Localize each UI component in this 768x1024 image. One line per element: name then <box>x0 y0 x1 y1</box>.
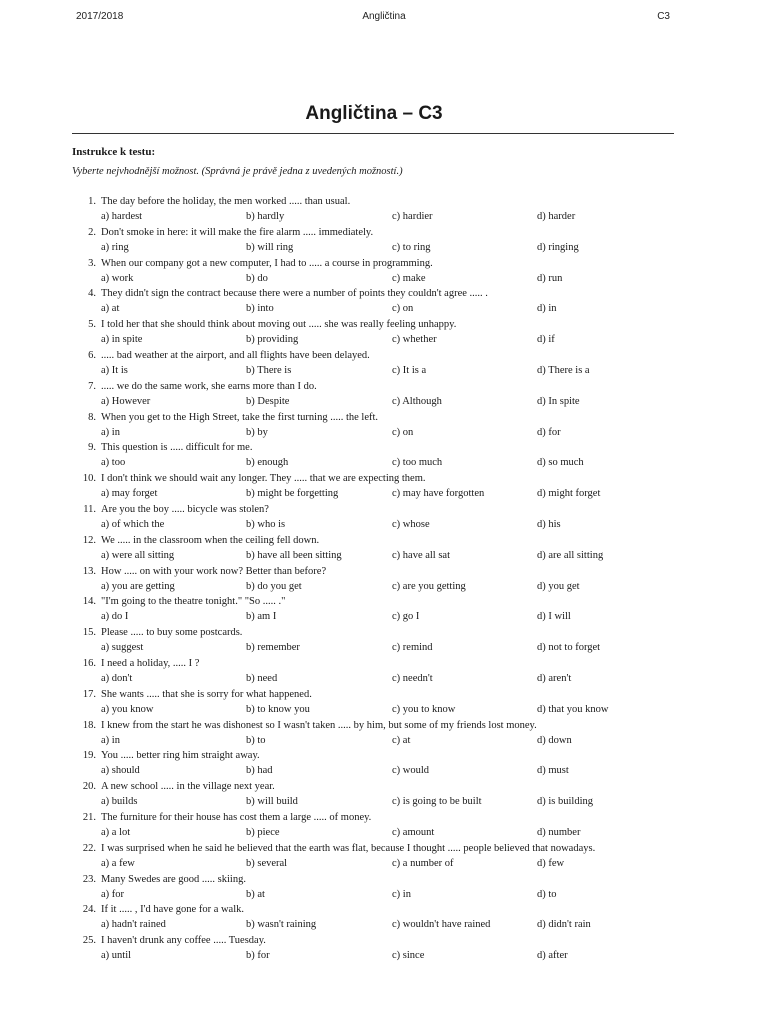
answer-option: d) run <box>537 272 563 284</box>
question-item <box>0 381 768 412</box>
answer-option: c) go I <box>392 611 420 623</box>
answer-option: c) remind <box>392 642 433 654</box>
question-item <box>0 935 768 966</box>
answer-option: c) on <box>392 426 414 438</box>
title-divider <box>72 133 674 134</box>
question-number: 24. <box>82 904 96 916</box>
question-stem: She wants ..... that she is sorry for what happened. <box>101 688 312 700</box>
answer-option: c) hardier <box>392 211 433 222</box>
question-number: 3. <box>88 257 96 269</box>
answer-option: b) There is <box>246 364 292 376</box>
question-number: 11. <box>83 503 96 515</box>
header-code: C3 <box>657 11 670 22</box>
answer-option: a) hadn't rained <box>101 919 166 931</box>
answer-option: d) number <box>537 826 581 838</box>
answer-option: c) are you getting <box>392 580 466 592</box>
page-header <box>0 11 768 25</box>
answer-option: b) to <box>246 734 266 746</box>
answer-option: b) several <box>246 857 288 869</box>
question-number: 2. <box>88 226 96 238</box>
answer-option: d) In spite <box>537 395 580 407</box>
question-number: 8. <box>88 411 96 423</box>
answer-option: b) will build <box>246 796 298 808</box>
question-stem: Are you the boy ..... bicycle was stolen? <box>101 503 269 515</box>
question-number: 17. <box>82 688 96 700</box>
answer-option: c) make <box>392 272 426 284</box>
question-number: 6. <box>88 349 96 361</box>
question-stem: Many Swedes are good ..... skiing. <box>101 873 246 885</box>
answer-option: c) amount <box>392 826 435 838</box>
answer-option: b) do <box>246 272 268 284</box>
question-item <box>0 843 768 874</box>
question-stem: I haven't drunk any coffee ..... Tuesday. <box>101 935 266 947</box>
answer-option: a) may forget <box>101 488 158 500</box>
answer-option: a) until <box>101 950 132 962</box>
answer-option: d) few <box>537 857 565 869</box>
answer-option: b) for <box>246 950 270 962</box>
answer-option: d) are all sitting <box>537 549 604 561</box>
question-number: 4. <box>88 288 96 300</box>
question-list <box>0 196 768 966</box>
answer-option: a) you are getting <box>101 580 175 592</box>
question-stem: I need a holiday, ..... I ? <box>101 657 200 669</box>
question-item <box>0 412 768 443</box>
answer-option: c) too much <box>392 457 443 469</box>
answer-option: c) in <box>392 888 411 900</box>
question-number: 19. <box>82 750 96 762</box>
answer-option: c) Although <box>392 395 442 407</box>
answer-option: b) Despite <box>246 395 290 407</box>
answer-option: d) in <box>537 303 557 315</box>
question-number: 1. <box>88 196 96 207</box>
question-stem: I was surprised when he said he believed that the earth was flat, because I thought ..... people believed that nowadays. <box>101 842 596 854</box>
question-item <box>0 258 768 289</box>
answer-option: c) whether <box>392 334 437 346</box>
question-number: 21. <box>82 811 96 823</box>
answer-option: c) is going to be built <box>392 796 482 808</box>
answer-option: a) do I <box>101 611 129 623</box>
answer-option: b) might be forgetting <box>246 488 339 500</box>
answer-option: d) harder <box>537 211 576 222</box>
answer-option: c) at <box>392 734 411 746</box>
answer-option: b) do you get <box>246 580 302 592</box>
answer-option: b) providing <box>246 334 299 346</box>
question-number: 23. <box>82 873 96 885</box>
question-stem: I knew from the start he was dishonest so I wasn't taken ..... by him, but some of my friends lost money. <box>101 719 537 731</box>
question-number: 25. <box>82 935 96 947</box>
question-stem: If it ..... , I'd have gone for a walk. <box>101 904 245 916</box>
answer-option: a) ring <box>101 241 129 253</box>
answer-option: a) However <box>101 395 151 407</box>
question-stem: "I'm going to the theatre tonight." "So ..... ." <box>101 596 286 608</box>
question-item <box>0 196 768 227</box>
answer-option: b) will ring <box>246 241 294 253</box>
answer-option: d) not to forget <box>537 642 601 654</box>
answer-option: c) you to know <box>392 703 456 715</box>
question-item <box>0 319 768 350</box>
answer-option: c) It is a <box>392 364 427 376</box>
answer-option: d) his <box>537 518 561 530</box>
answer-option: d) ringing <box>537 241 579 253</box>
answer-option: c) to ring <box>392 241 431 253</box>
question-number: 22. <box>82 842 96 854</box>
question-item <box>0 596 768 627</box>
answer-option: b) by <box>246 426 268 438</box>
answer-option: a) were all sitting <box>101 549 175 561</box>
question-stem: The day before the holiday, the men worked ..... than usual. <box>101 196 351 207</box>
answer-option: b) enough <box>246 457 289 469</box>
answer-option: b) remember <box>246 642 300 654</box>
answer-option: b) to know you <box>246 703 310 715</box>
question-number: 5. <box>88 319 96 331</box>
question-item <box>0 720 768 751</box>
question-stem: When you get to the High Street, take the first turning ..... the left. <box>101 411 379 423</box>
question-number: 7. <box>88 380 96 392</box>
question-stem: How ..... on with your work now? Better than before? <box>101 565 327 577</box>
question-item <box>0 288 768 319</box>
answer-option: c) may have forgotten <box>392 488 485 500</box>
answer-option: c) whose <box>392 518 430 530</box>
question-stem: I don't think we should wait any longer. They ..... that we are expecting them. <box>101 473 426 485</box>
answer-option: a) of which the <box>101 518 165 530</box>
answer-option: a) hardest <box>101 211 143 222</box>
answer-option: d) if <box>537 334 555 346</box>
question-item <box>0 781 768 812</box>
answer-option: c) on <box>392 303 414 315</box>
question-stem: You ..... better ring him straight away. <box>101 750 260 762</box>
answer-option: d) is building <box>537 796 594 808</box>
question-number: 16. <box>82 657 96 669</box>
answer-option: a) suggest <box>101 642 144 654</box>
answer-option: b) am I <box>246 611 277 623</box>
question-number: 13. <box>82 565 96 577</box>
question-stem: We ..... in the classroom when the ceiling fell down. <box>101 534 320 546</box>
answer-option: d) There is a <box>537 364 590 376</box>
question-item <box>0 350 768 381</box>
question-item <box>0 627 768 658</box>
answer-option: a) don't <box>101 672 133 684</box>
question-number: 14. <box>82 596 96 608</box>
answer-option: b) who is <box>246 518 286 530</box>
answer-option: a) for <box>101 888 125 900</box>
question-stem: ..... we do the same work, she earns more than I do. <box>101 380 317 392</box>
answer-option: b) need <box>246 672 278 684</box>
answer-option: b) into <box>246 303 274 315</box>
question-item <box>0 812 768 843</box>
answer-option: d) you get <box>537 580 580 592</box>
answer-option: a) you know <box>101 703 154 715</box>
answer-option: d) I will <box>537 611 571 623</box>
question-stem: Don't smoke in here: it will make the fire alarm ..... immediately. <box>101 226 374 238</box>
question-stem: Please ..... to buy some postcards. <box>101 627 243 639</box>
answer-option: b) have all been sitting <box>246 549 342 561</box>
answer-option: a) work <box>101 272 134 284</box>
question-stem: A new school ..... in the village next year. <box>101 781 275 793</box>
answer-option: b) wasn't raining <box>246 919 317 931</box>
answer-option: a) builds <box>101 796 138 808</box>
answer-option: d) must <box>537 765 569 777</box>
answer-option: c) a number of <box>392 857 454 869</box>
header-subject: Angličtina <box>362 11 406 22</box>
question-number: 10. <box>82 473 96 485</box>
answer-option: b) had <box>246 765 273 777</box>
answer-option: a) at <box>101 303 120 315</box>
question-number: 15. <box>82 627 96 639</box>
question-number: 18. <box>82 719 96 731</box>
instructions-text: Vyberte nejvhodnější možnost. (Správná je právě jedna z uvedených možností.) <box>72 166 403 177</box>
answer-option: a) too <box>101 457 126 469</box>
answer-option: a) a few <box>101 857 135 869</box>
answer-option: d) aren't <box>537 672 572 684</box>
answer-option: a) in <box>101 426 120 438</box>
answer-option: b) piece <box>246 826 280 838</box>
answer-option: d) after <box>537 950 568 962</box>
question-stem: When our company got a new computer, I had to ..... a course in programming. <box>101 257 433 269</box>
question-number: 20. <box>82 781 96 793</box>
answer-option: d) so much <box>537 457 584 469</box>
question-item <box>0 874 768 905</box>
header-year: 2017/2018 <box>76 11 124 22</box>
answer-option: d) down <box>537 734 572 746</box>
answer-option: c) wouldn't have rained <box>392 919 491 931</box>
answer-option: a) should <box>101 765 140 777</box>
answer-option: d) to <box>537 888 557 900</box>
question-stem: ..... bad weather at the airport, and all flights have been delayed. <box>101 349 370 361</box>
question-item <box>0 689 768 720</box>
answer-option: d) might forget <box>537 488 601 500</box>
answer-option: a) a lot <box>101 826 131 838</box>
question-item <box>0 658 768 689</box>
answer-option: d) didn't rain <box>537 919 591 931</box>
question-stem: They didn't sign the contract because there were a number of points they couldn't agree ..... . <box>101 288 488 300</box>
answer-option: c) have all sat <box>392 549 451 561</box>
question-item <box>0 504 768 535</box>
answer-option: d) for <box>537 426 561 438</box>
answer-option: b) at <box>246 888 265 900</box>
question-item <box>0 535 768 566</box>
question-number: 9. <box>88 442 96 454</box>
instructions-heading: Instrukce k testu: <box>72 146 156 158</box>
answer-option: c) needn't <box>392 672 433 684</box>
question-stem: I told her that she should think about moving out ..... she was really feeling unhappy. <box>101 319 457 331</box>
answer-option: c) since <box>392 950 425 962</box>
answer-option: a) in spite <box>101 334 143 346</box>
page-title: Angličtina – C3 <box>305 103 443 124</box>
answer-option: d) that you know <box>537 703 609 715</box>
question-item <box>0 227 768 258</box>
answer-option: a) in <box>101 734 120 746</box>
question-item <box>0 566 768 597</box>
answer-option: b) hardly <box>246 211 285 222</box>
question-item <box>0 442 768 473</box>
answer-option: c) would <box>392 765 430 777</box>
answer-option: a) It is <box>101 364 128 376</box>
question-item <box>0 750 768 781</box>
question-item <box>0 473 768 504</box>
question-stem: The furniture for their house has cost them a large ..... of money. <box>101 811 372 823</box>
question-item <box>0 904 768 935</box>
question-stem: This question is ..... difficult for me. <box>101 442 253 454</box>
question-number: 12. <box>82 534 96 546</box>
